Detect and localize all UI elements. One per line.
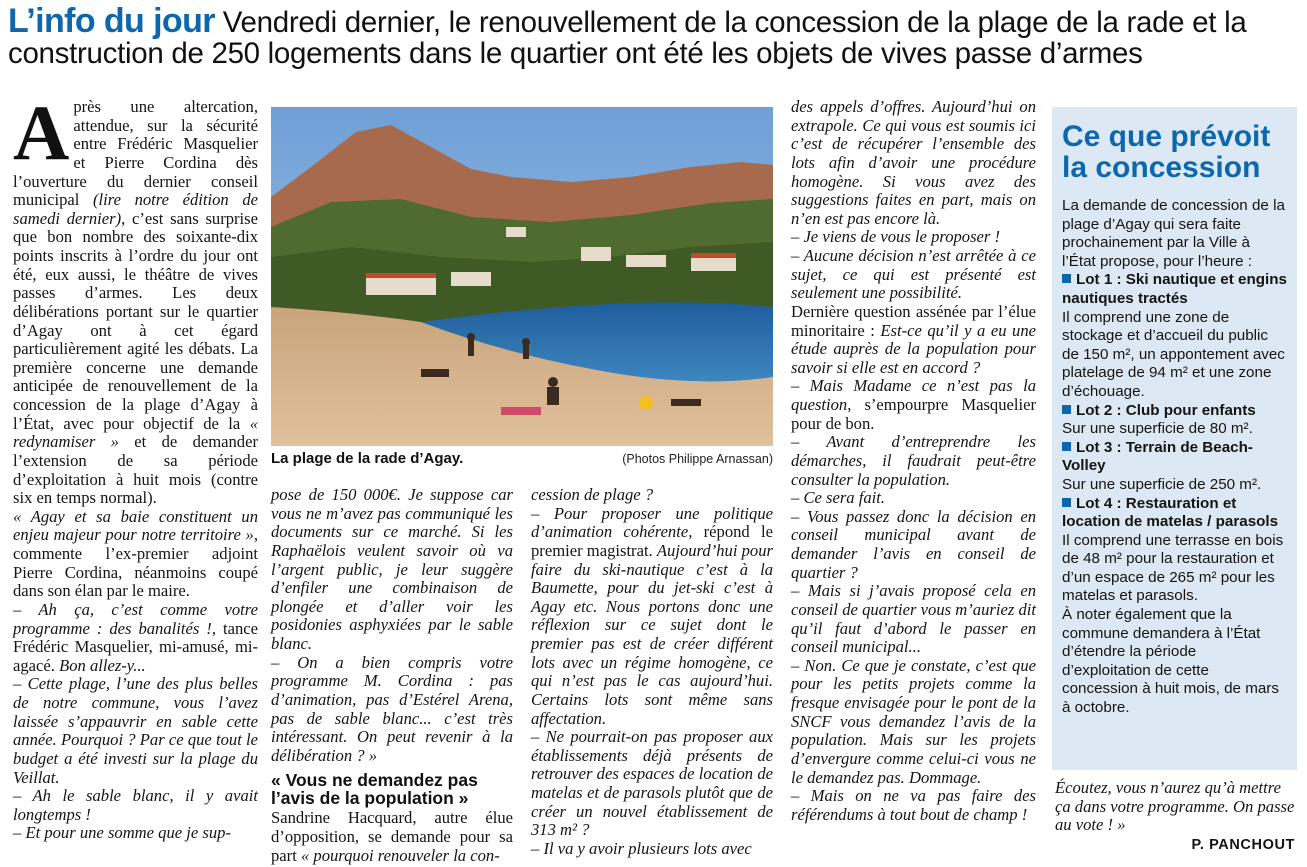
box-note: À noter également que la commune demandera à l’État d’étendre la période d’exploitation de cette concession à huit mois, de mars à octobre.	[1062, 606, 1279, 717]
article-text: , commente l’ex-premier adjoint Pierre Cordina, néanmoins coupé dans son élan par le maire.	[13, 525, 258, 601]
box-body	[1062, 197, 1287, 718]
article-quote: Aujourd’hui pour faire du ski-nautique c’est à la Baumette, pour du jet-ski c’est à Agay etc. Nous portons donc une réflexion sur ce sujet dont le premier pas est de créer différent lots avec un régime homogène, ce qui n’est pas le cas aujourd’hui. Certains lots sont même sans affectation.	[531, 540, 773, 728]
article-text: (lire notre édition de samedi dernier)	[13, 190, 258, 228]
lot-title-text: Lot 2 : Club pour enfants	[1076, 401, 1256, 419]
article-text: Sandrine Hacquard, autre élue d’opposition, se demande pour sa part	[271, 808, 513, 865]
author-signature: P. PANCHOUT	[1191, 837, 1295, 853]
square-bullet-icon	[1062, 498, 1071, 507]
article-column-2a	[271, 486, 513, 865]
article-ending-quote: Écoutez, vous n’aurez qu’à mettre ça dans votre programme. On passe au vote ! »	[1055, 778, 1295, 835]
lot-title-text: Lot 1 : Ski nautique et engins nautiques tractés	[1062, 271, 1287, 307]
lot-title	[1062, 271, 1287, 308]
lot-description: Il comprend une terrasse en bois de 48 m² pour la restauration et d’un espace de 265 m² pour les matelas et parasols.	[1062, 531, 1284, 605]
article-text: près une altercation, attendue, sur la sécurité entre Frédéric Masquelier et Pierre Cordina dès l’ouverture du dernier conseil municipal	[13, 97, 258, 210]
lot-title	[1062, 402, 1287, 421]
article-quote: – Il va y avoir plusieurs lots avec	[531, 838, 752, 858]
article-text: , tance Frédéric Masquelier, mi-amusé, mi-agacé.	[13, 618, 258, 675]
beach-photo	[271, 107, 773, 446]
article-quote: – Non. Ce que je constate, c’est que pour les petits projets comme la fresque envisagée pour le pont de la SNCF vous demandez l’avis de la population. Mais sur les projets d’envergure comme celui-ci vous ne le demandez pas. Dommage.	[791, 655, 1036, 787]
article-quote: – Ah le sable blanc, il y avait longtemps !	[13, 786, 258, 824]
article-text: « redynamiser »	[13, 413, 258, 452]
photo-caption	[271, 450, 773, 468]
box-intro: La demande de concession de la plage d’Agay qui sera faite prochainement par la Ville à l’État propose, pour l’heure :	[1062, 197, 1285, 270]
article-text: s’empourpre Masquelier pour de bon.	[791, 395, 1036, 433]
article-quote: – Et pour une somme que je sup-	[13, 823, 231, 843]
headline	[8, 2, 1300, 70]
article-text: Dernière question assénée par l’élue minoritaire :	[791, 301, 1036, 340]
article-quote: pose de 150 000€. Je suppose car vous ne m’avez pas communiqué les documents sur ce marché. Si les Raphaëlois veulent savoir où va l’argent public, je leur suggère d’enfiler une combinaison de plongée et d’aller voir les posidonies asphyxiées par le sable blanc.	[271, 485, 513, 653]
article-column-3	[791, 98, 1036, 824]
article-quote: cession de plage ?	[531, 485, 654, 504]
article-quote: – Je viens de vous le proposer !	[791, 227, 1001, 247]
article-quote: – Ce sera fait.	[791, 488, 886, 508]
article-column-2b	[531, 486, 773, 859]
article-quote: – Mais Madame ce n’est pas la question,	[791, 376, 1036, 414]
lot-title-text: Lot 3 : Terrain de Beach-Volley	[1062, 438, 1253, 475]
lot-description: Sur une superficie de 250 m².	[1062, 475, 1262, 493]
lot-title	[1062, 439, 1287, 476]
article-quote: – Ne pourrait-on pas proposer aux établissements déjà présents de retrouver des espaces de location de matelas et de parasols plutôt que de créer un nouvel établissement de 313 m² ?	[531, 727, 773, 840]
subheading: « Vous ne demandez pas l’avis de la population »	[271, 770, 478, 809]
article-quote: – Ah ça, c’est comme votre programme : des banalités !	[13, 599, 258, 638]
article-quote: – Pour proposer une politique d’animation cohérente,	[531, 503, 773, 542]
lot-description: Il comprend une zone de stockage et d’accueil du public de 150 m², un appontement avec platelage de 94 m² et une zone d’échouage.	[1062, 308, 1285, 400]
article-quote: des appels d’offres. Aujourd’hui on extrapole. Ce qui vous est soumis ici c’est de récupérer l’ensemble des lots afin d’avoir une procédure homogène. Si vous avez des suggestions faites en part, mais on n’en est pas encore là.	[791, 97, 1036, 228]
article-quote: – Aucune décision n’est arrêtée à ce sujet, ce qui est présenté est seulement une possibilité.	[791, 246, 1036, 303]
article-quote: « Agay et sa baie constituent un enjeu majeur pour notre territoire »	[13, 506, 258, 545]
caption-text: La plage de la rade d’Agay.	[271, 450, 464, 467]
article-quote: Est-ce qu’il y a eu une étude auprès de la population pour savoir si elle est en accord ?	[791, 320, 1036, 377]
drop-cap: A	[13, 89, 70, 176]
article-quote: – Mais on ne va pas faire des référendums à tout bout de champ !	[791, 786, 1036, 824]
article-text: et de demander l’extension de sa période d’exploitation à huit mois (contre six en temps normal).	[13, 432, 258, 508]
article-column-1	[13, 89, 258, 843]
article-quote: – Avant d’entreprendre les démarches, il faudrait peut-être consulter la population.	[791, 432, 1036, 489]
square-bullet-icon	[1062, 274, 1071, 283]
square-bullet-icon	[1062, 442, 1071, 451]
article-quote: – On a bien compris votre programme M. Cordina : pas d’animation, pas d’Estérel Arena, pas de sable blanc... c’est très intéressant. On peut revenir à la délibération ? »	[271, 652, 513, 765]
article-quote: « pourquoi renouveler la con-	[300, 845, 500, 865]
lot-description: Sur une superficie de 80 m².	[1062, 420, 1253, 438]
article-quote: – Vous passez donc la décision en conseil municipal avant de demander l’avis en conseil de quartier ?	[791, 506, 1036, 582]
article-quote: – Mais si j’avais proposé cela en conseil de quartier vous m’auriez dit qu’il faut d’abord le passer en conseil municipal...	[791, 581, 1036, 657]
box-title: Ce que prévoit la concession	[1062, 120, 1271, 184]
headline-kicker: L’info du jour	[8, 2, 215, 40]
article-text: répond le premier magistrat.	[531, 522, 773, 560]
article-text: , c’est sans surprise que bon nombre des soixante-dix points inscrits à l’ordre du jour ont été, eux aussi, le théâtre de vives passes d’armes. Les deux délibérations portant sur le quartier d’Agay ont à cet égard particulièrement agité les débats. La première concerne une demande anticipée de renouvellement de la concession de la plage d’Agay à l’État, avec pour objectif de la	[13, 208, 258, 433]
article-quote: – Cette plage, l’une des plus belles de notre commune, vous l’avez laissée s’appauvrir en sable cette année. Pourquoi ? Par ce que tout le budget a été investi sur la plage du Veillat.	[13, 674, 258, 787]
lot-title-text: Lot 4 : Restauration et location de matelas / parasols	[1062, 494, 1279, 531]
square-bullet-icon	[1062, 405, 1071, 414]
photo-credit: (Photos Philippe Arnassan)	[622, 452, 773, 466]
sidebar-box	[1052, 107, 1297, 770]
lot-title	[1062, 495, 1287, 532]
headline-text: Vendredi dernier, le renouvellement de la concession de la plage de la rade et la construction de 250 logements dans le quartier ont été les objets de vives passe d’armes	[8, 6, 1247, 70]
article-quote: Bon allez-y...	[59, 655, 146, 675]
